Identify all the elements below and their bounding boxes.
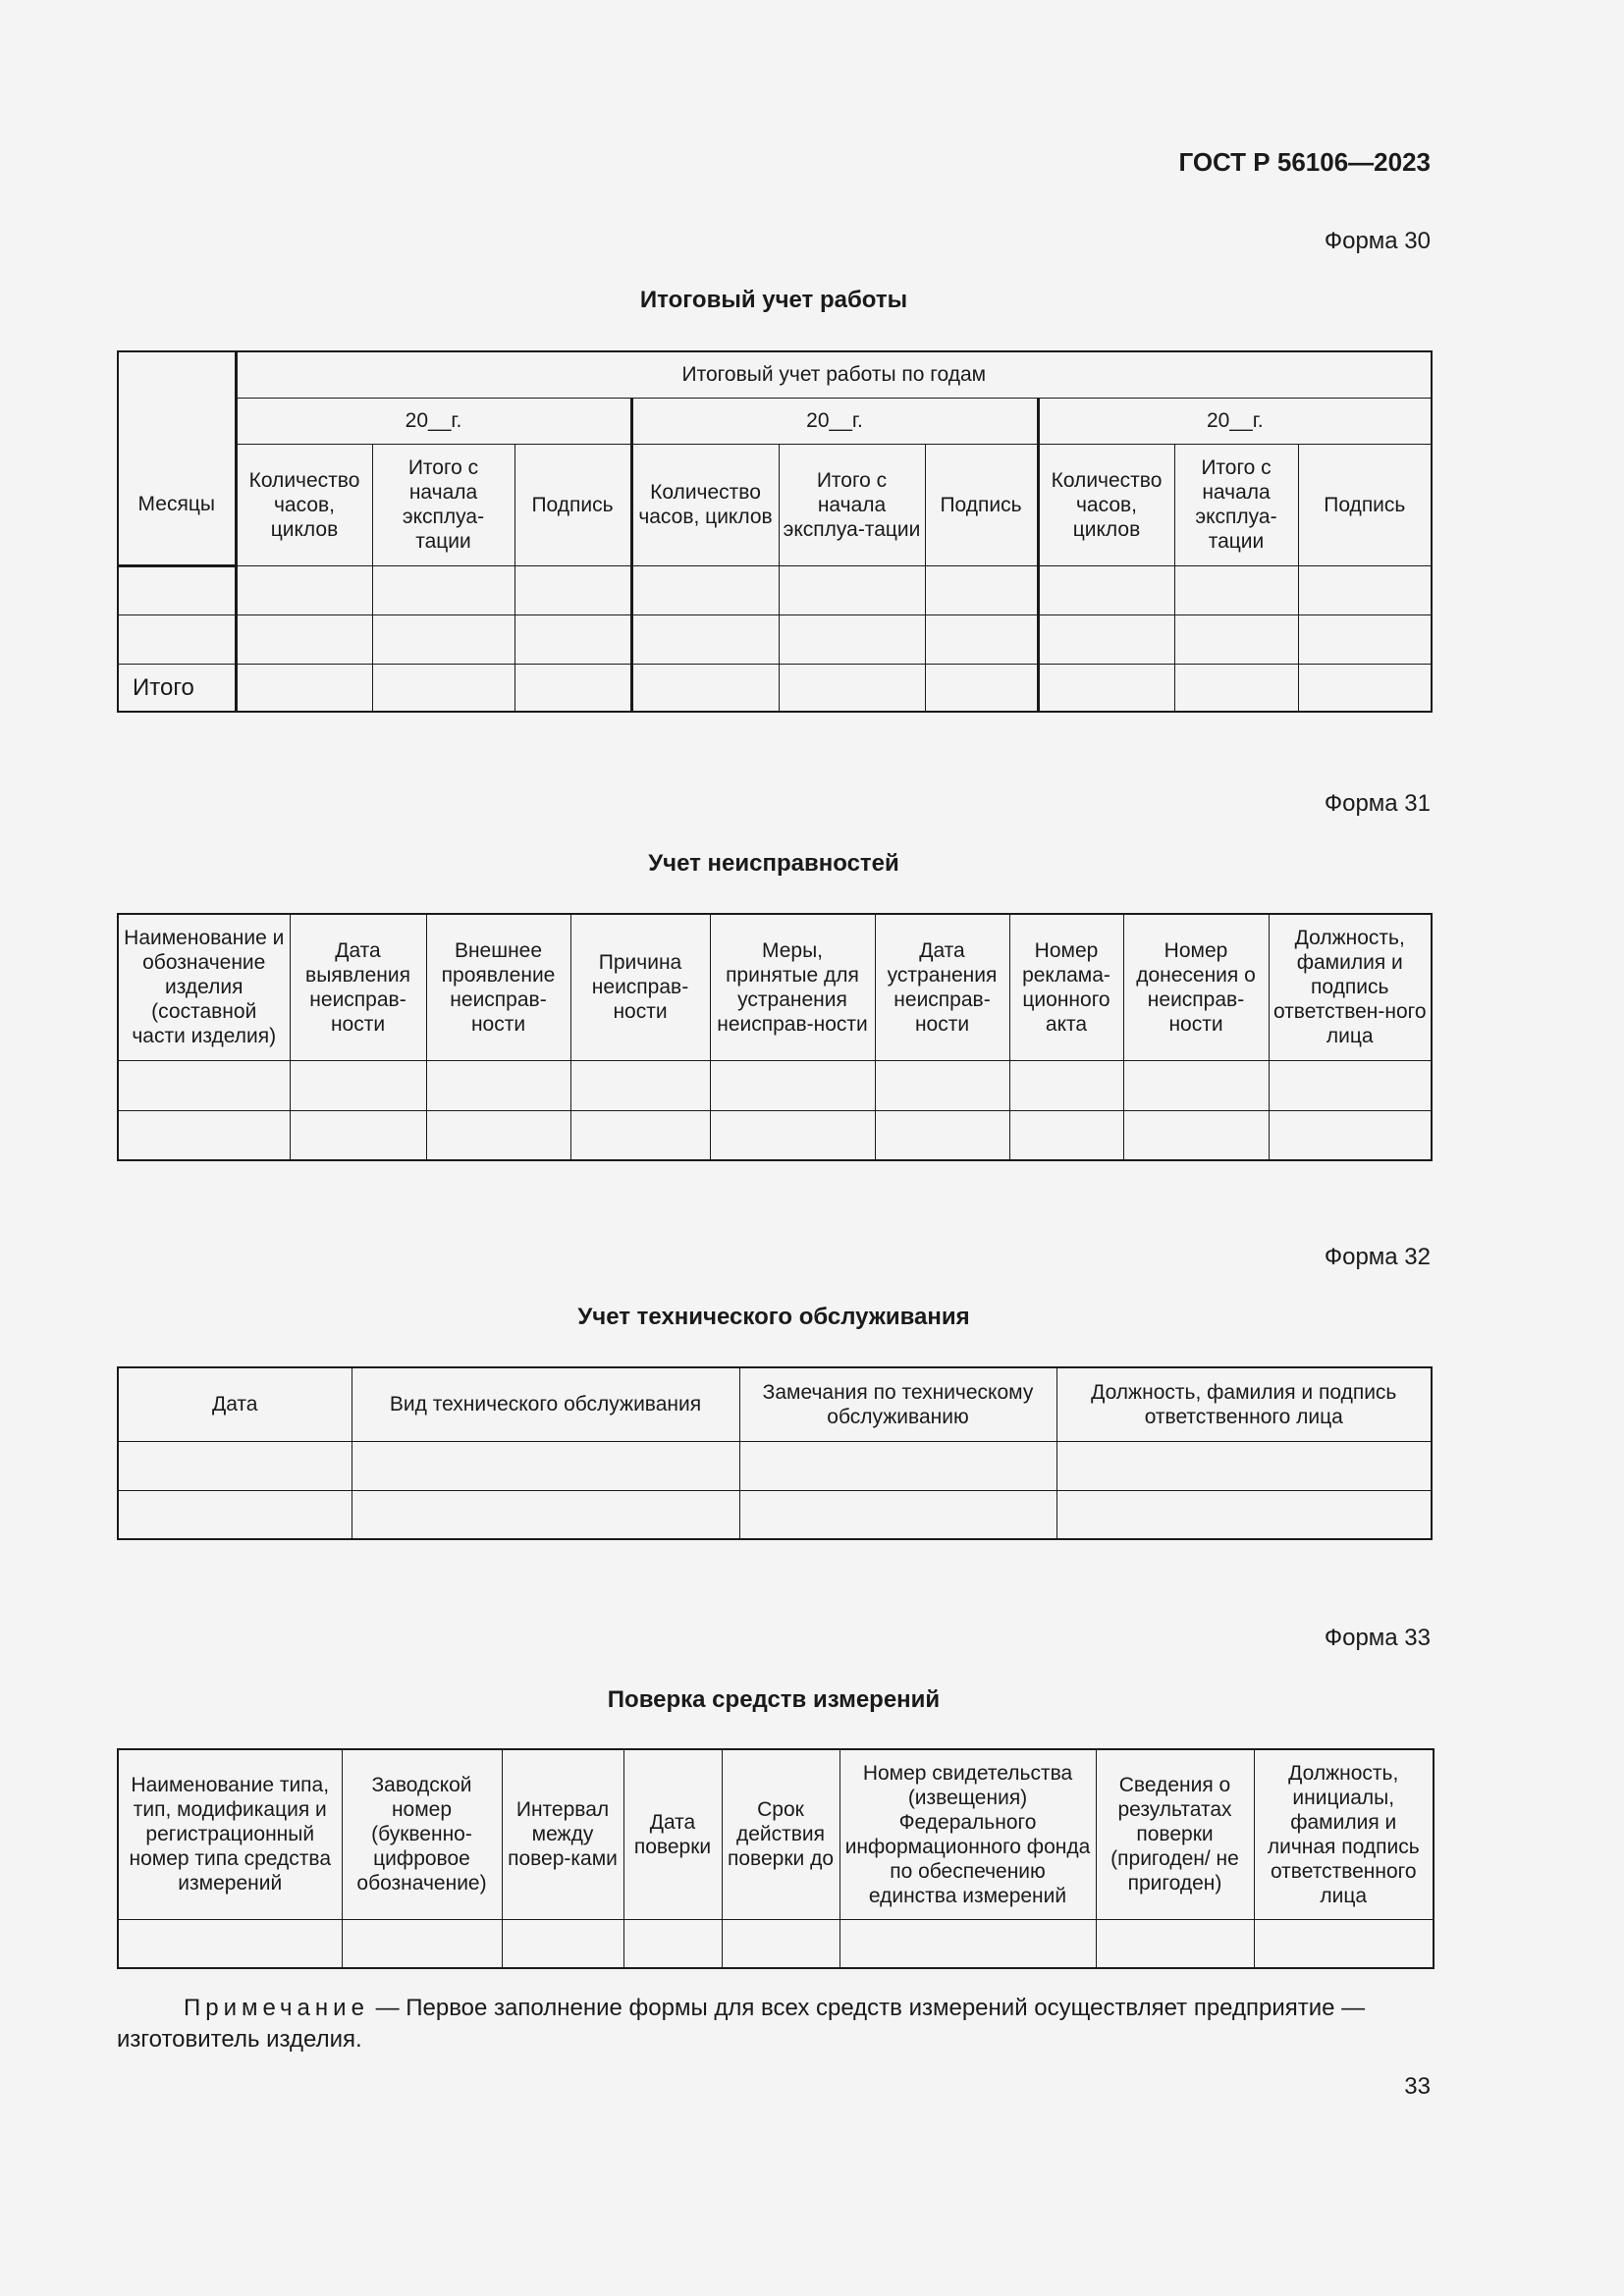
table-row [118,1441,1432,1490]
form30-col-hours-1: Количество часов, циклов [236,444,372,565]
form33-data-cell[interactable] [342,1919,502,1968]
form31-col-name: Наименование и обозначение изделия (составной части изделия) [118,914,290,1060]
form33-data-cell[interactable] [623,1919,722,1968]
form30-col-total-3: Итого с начала эксплуа-тации [1174,444,1298,565]
form32-title: Учет технического обслуживания [577,1304,970,1330]
table-row [118,565,1432,614]
form30-data-cell[interactable] [372,664,514,712]
table-row [118,1110,1432,1160]
form31-col-measures: Меры, принятые для устранения неисправ-ности [710,914,875,1060]
form30-data-cell[interactable] [1298,614,1432,664]
form31-title: Учет неисправностей [648,850,899,877]
table-row [118,1490,1432,1539]
form30-data-cell[interactable] [779,664,925,712]
form30-month-cell[interactable] [118,565,236,614]
form30-data-cell[interactable] [779,614,925,664]
form31-col-cause: Причина неисправ-ности [570,914,710,1060]
form32-data-cell[interactable] [352,1490,739,1539]
form30-data-cell[interactable] [1038,664,1174,712]
form33-data-cell[interactable] [118,1919,342,1968]
form33-col-interval: Интервал между повер-ками [502,1749,623,1919]
form31-col-manifestation: Внешнее проявление неисправ-ности [426,914,570,1060]
form30-year-3: 20__г. [1038,398,1432,444]
note [117,1993,1433,2056]
form30-total-label: Итого [118,664,236,712]
form30-months-header: Месяцы [137,493,215,516]
form30-col-total-2: Итого с начала эксплуа-тации [779,444,925,565]
form32-col-service-type: Вид технического обслуживания [352,1367,739,1441]
form30-col-sign-2: Подпись [925,444,1038,565]
note-text: — Первое заполнение формы для всех средств измерений осуществляет предприятие — изготовитель изделия. [117,1995,1366,2053]
form30-year-1: 20__г. [236,398,631,444]
form33-data-cell[interactable] [839,1919,1096,1968]
form32-data-cell[interactable] [1056,1441,1432,1490]
form31-data-cell[interactable] [1009,1110,1123,1160]
form32-data-cell[interactable] [118,1441,352,1490]
form30-table [117,350,1433,713]
table-row [118,614,1432,664]
form31-data-cell[interactable] [426,1060,570,1110]
form32-data-cell[interactable] [1056,1490,1432,1539]
form30-col-hours-2: Количество часов, циклов [631,444,779,565]
form33-col-valid-until: Срок действия поверки до [722,1749,839,1919]
form33-col-certificate: Номер свидетельства (извещения) Федерального информационного фонда по обеспечению единства измерений [839,1749,1096,1919]
form30-corner-cell [118,351,236,565]
form31-data-cell[interactable] [710,1110,875,1160]
form33-col-verify-date: Дата поверки [623,1749,722,1919]
table-row-total [118,664,1432,712]
form30-title: Итоговый учет работы [639,287,908,313]
form30-data-cell[interactable] [1298,664,1432,712]
form30-data-cell[interactable] [514,614,631,664]
form32-col-responsible: Должность, фамилия и подпись ответственного лица [1056,1367,1432,1441]
form33-label: Форма 33 [1324,1625,1431,1651]
form30-data-cell[interactable] [631,614,779,664]
form31-data-cell[interactable] [1269,1110,1432,1160]
form31-col-fix-date: Дата устранения неисправ-ности [875,914,1009,1060]
form30-col-sign-3: Подпись [1298,444,1432,565]
form32-data-cell[interactable] [739,1441,1056,1490]
form30-data-cell[interactable] [1038,565,1174,614]
form31-data-cell[interactable] [426,1110,570,1160]
form33-data-cell[interactable] [1254,1919,1434,1968]
form31-data-cell[interactable] [1009,1060,1123,1110]
form30-data-cell[interactable] [1174,664,1298,712]
form31-data-cell[interactable] [1269,1060,1432,1110]
form30-data-cell[interactable] [372,614,514,664]
form30-month-cell[interactable] [118,614,236,664]
form30-super-header: Итоговый учет работы по годам [236,351,1432,398]
form31-col-detect-date: Дата выявления неисправ-ности [290,914,426,1060]
form30-data-cell[interactable] [514,664,631,712]
page-number: 33 [1404,2073,1431,2100]
form33-data-cell[interactable] [722,1919,839,1968]
form33-title: Поверка средств измерений [607,1686,941,1713]
form31-label: Форма 31 [1324,790,1431,817]
form32-data-cell[interactable] [352,1441,739,1490]
form31-data-cell[interactable] [875,1060,1009,1110]
form31-col-claim-number: Номер реклама-ционного акта [1009,914,1123,1060]
form30-label: Форма 30 [1324,228,1431,254]
form32-label: Форма 32 [1324,1244,1431,1270]
document-code: ГОСТ Р 56106—2023 [1178,147,1431,177]
form32-data-cell[interactable] [118,1490,352,1539]
form31-data-cell[interactable] [570,1110,710,1160]
form30-data-cell[interactable] [236,664,372,712]
form32-table [117,1366,1433,1540]
form30-data-cell[interactable] [1298,565,1432,614]
form30-data-cell[interactable] [925,664,1038,712]
form31-data-cell[interactable] [290,1110,426,1160]
form31-data-cell[interactable] [118,1110,290,1160]
form30-data-cell[interactable] [1174,565,1298,614]
form31-col-report-number: Номер донесения о неисправ-ности [1123,914,1269,1060]
form30-data-cell[interactable] [631,565,779,614]
note-lead: Примечание [184,1995,369,2021]
form30-col-hours-3: Количество часов, циклов [1038,444,1174,565]
form31-data-cell[interactable] [290,1060,426,1110]
form31-data-cell[interactable] [1123,1110,1269,1160]
table-row [118,1919,1434,1968]
form30-data-cell[interactable] [236,565,372,614]
form31-data-cell[interactable] [875,1110,1009,1160]
form30-data-cell[interactable] [925,565,1038,614]
form32-col-remarks: Замечания по техническому обслуживанию [739,1367,1056,1441]
form31-data-cell[interactable] [710,1060,875,1110]
form31-table [117,913,1433,1161]
form30-data-cell[interactable] [1038,614,1174,664]
form30-data-cell[interactable] [1174,614,1298,664]
form30-data-cell[interactable] [779,565,925,614]
form33-col-serial-number: Заводской номер (буквенно-цифровое обозначение) [342,1749,502,1919]
form33-col-responsible: Должность, инициалы, фамилия и личная подпись ответственного лица [1254,1749,1434,1919]
form31-data-cell[interactable] [570,1060,710,1110]
form30-col-total-1: Итого с начала эксплуа-тации [372,444,514,565]
form30-data-cell[interactable] [631,664,779,712]
form30-data-cell[interactable] [236,614,372,664]
form32-col-date: Дата [118,1367,352,1441]
form33-table [117,1748,1435,1969]
form30-data-cell[interactable] [372,565,514,614]
form30-col-sign-1: Подпись [514,444,631,565]
form33-col-results: Сведения о результатах поверки (пригоден/ не пригоден) [1096,1749,1254,1919]
table-row [118,1060,1432,1110]
form30-data-cell[interactable] [925,614,1038,664]
form31-data-cell[interactable] [118,1060,290,1110]
form30-year-2: 20__г. [631,398,1038,444]
form33-data-cell[interactable] [502,1919,623,1968]
form33-data-cell[interactable] [1096,1919,1254,1968]
form33-col-type-name: Наименование типа, тип, модификация и регистрационный номер типа средства измерений [118,1749,342,1919]
form30-data-cell[interactable] [514,565,631,614]
form32-data-cell[interactable] [739,1490,1056,1539]
form31-col-responsible: Должность, фамилия и подпись ответствен-ного лица [1269,914,1432,1060]
form31-data-cell[interactable] [1123,1060,1269,1110]
